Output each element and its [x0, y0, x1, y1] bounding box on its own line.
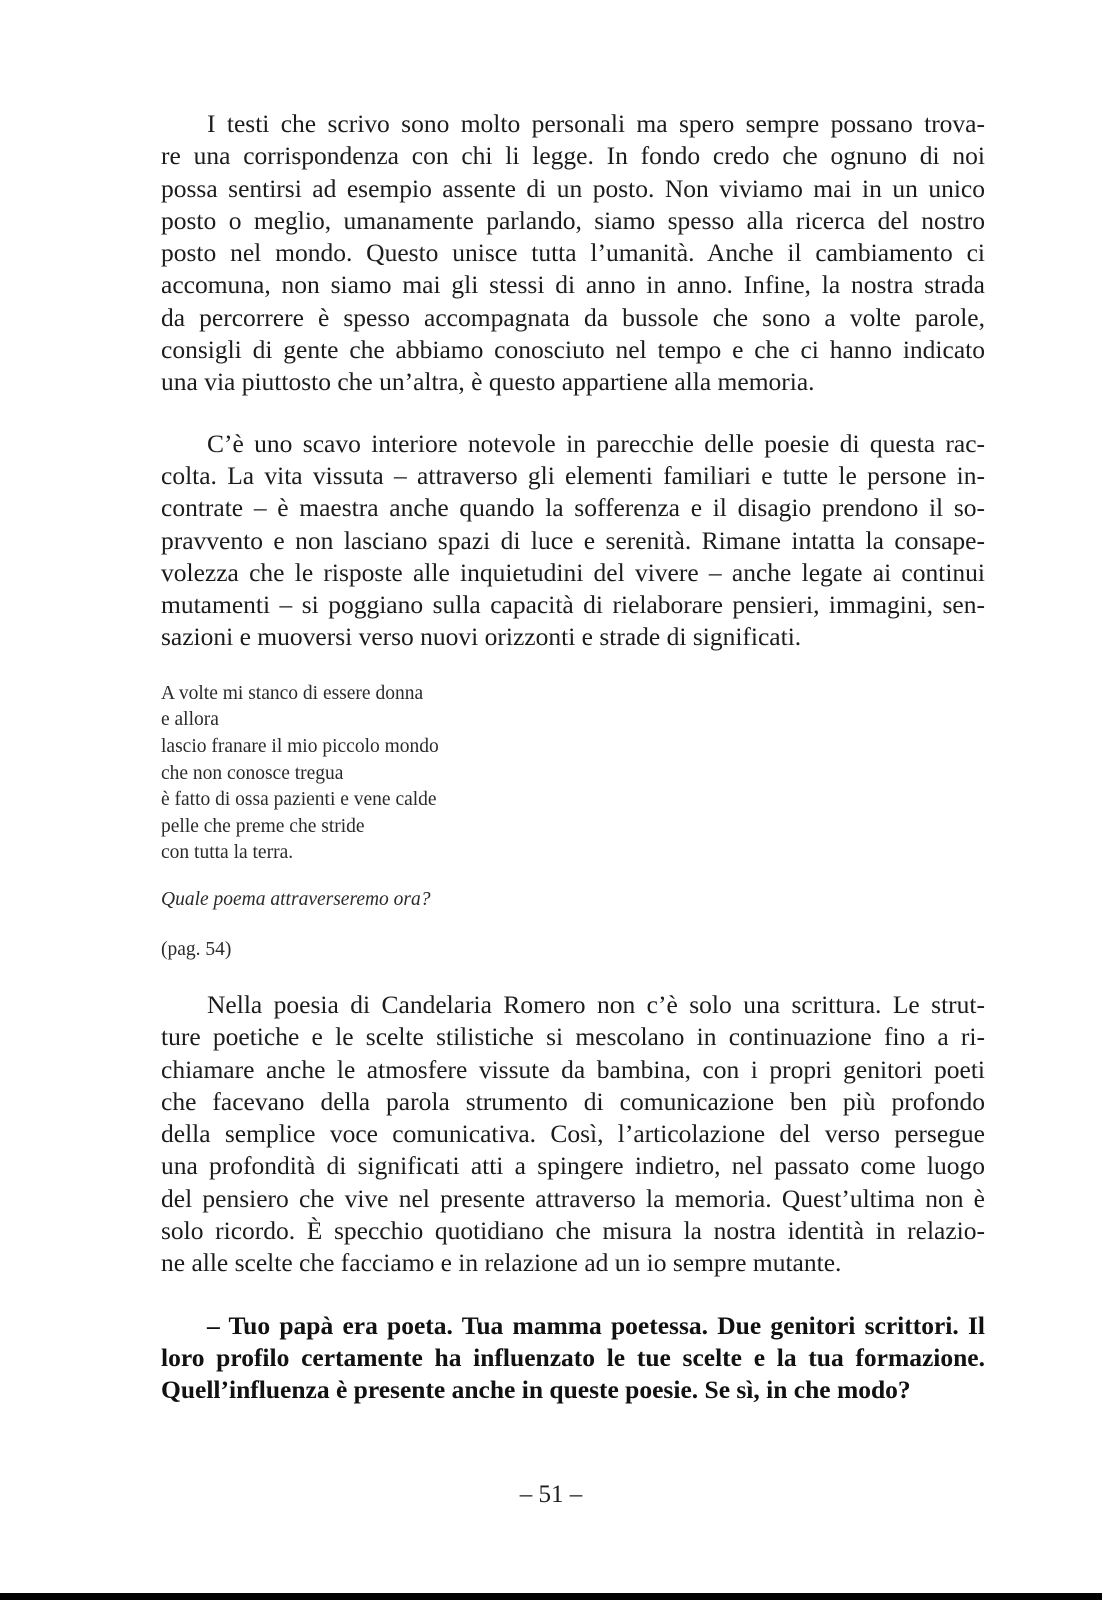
paragraph-line: che facevano della parola strumento di comunicazione ben più profondo [161, 1086, 985, 1116]
page-body [115, 108, 985, 1406]
poem-line: è fatto di ossa pazienti e vene calde [161, 789, 437, 811]
paragraph-line: una profondità di significati atti a spingere indietro, nel passato come luogo [161, 1151, 985, 1181]
question-line: Quell’influenza è presente anche in queste poesie. Se sì, in che modo? [161, 1375, 911, 1405]
paragraph-line: da percorrere è spesso accompagnata da bussole che sono a volte parole, [161, 302, 985, 332]
body-paragraph-3 [115, 989, 985, 1280]
question-line: – Tuo papà era poeta. Tua mamma poetessa. Due genitori scrittori. Il [207, 1310, 985, 1340]
paragraph-line: ture poetiche e le scelte stilistiche si mescolano in continuazione fino a ri- [161, 1022, 985, 1052]
paragraph-line: C’è uno scavo interiore notevole in parecchie delle poesie di questa rac- [207, 428, 985, 458]
paragraph-line: re una corrispondenza con chi li legge. In fondo credo che ognuno di noi [161, 141, 985, 171]
poem-line: e allora [161, 709, 219, 731]
interview-question [115, 1310, 985, 1407]
poem-quote [161, 681, 985, 867]
paragraph-line: della semplice voce comunicativa. Così, l’articolazione del verso persegue [161, 1119, 985, 1149]
poem-line: lascio franare il mio piccolo mondo [161, 735, 439, 757]
paragraph-line: contrate – è maestra anche quando la sofferenza e il disagio prendono il so- [161, 493, 985, 523]
paragraph-line: posto o meglio, umanamente parlando, siamo spesso alla ricerca del nostro [161, 205, 985, 235]
poem-line: con tutta la terra. [161, 842, 294, 864]
paragraph-line: Nella poesia di Candelaria Romero non c’è solo una scrittura. Le strut- [207, 989, 985, 1019]
paragraph-line: sazioni e muoversi verso nuovi orizzonti e strade di significati. [161, 622, 802, 652]
paragraph-line: pravvento e non lasciano spazi di luce e serenità. Rimane intatta la consape- [161, 525, 985, 555]
paragraph-line: I testi che scrivo sono molto personali ma spero sempre possano trova- [207, 109, 985, 138]
page-bottom-border [0, 1593, 1102, 1600]
question-line: loro profilo certamente ha influenzato le tue scelte e la tua formazione. [161, 1342, 985, 1372]
paragraph-line: ne alle scelte che facciamo e in relazione ad un io sempre mutante. [161, 1248, 842, 1278]
paragraph-line: posto nel mondo. Questo unisce tutta l’umanità. Anche il cambiamento ci [161, 238, 985, 268]
paragraph-line: accomuna, non siamo mai gli stessi di anno in anno. Infine, la nostra strada [161, 270, 985, 300]
poem-line: A volte mi stanco di essere donna [161, 682, 424, 704]
poem-closing-question: Quale poema attraverseremo ora? [161, 888, 431, 910]
page-number: – 51 – [519, 1481, 583, 1508]
paragraph-line: solo ricordo. È specchio quotidiano che misura la nostra identità in relazio- [161, 1215, 985, 1245]
body-paragraph-1 [115, 108, 985, 399]
paragraph-line: del pensiero che vive nel presente attraverso la memoria. Quest’ultima non è [161, 1183, 985, 1213]
paragraph-line: consigli di gente che abbiamo conosciuto nel tempo e che ci hanno indicato [161, 335, 985, 365]
paragraph-line: mutamenti – si poggiano sulla capacità di rielaborare pensieri, immagini, sen- [161, 590, 985, 620]
paragraph-line: possa sentirsi ad esempio assente di un posto. Non viviamo mai in un unico [161, 173, 985, 203]
poem-line: che non conosce tregua [161, 762, 344, 784]
poem-page-reference: (pag. 54) [161, 938, 232, 960]
paragraph-line: volezza che le risposte alle inquietudini del vivere – anche legate ai continui [161, 557, 985, 587]
paragraph-line: una via piuttosto che un’altra, è questo appartiene alla memoria. [161, 367, 815, 397]
poem-line: pelle che preme che stride [161, 815, 365, 837]
body-paragraph-2 [115, 428, 985, 654]
paragraph-line: chiamare anche le atmosfere vissute da bambina, con i propri genitori poeti [161, 1054, 985, 1084]
paragraph-line: colta. La vita vissuta – attraverso gli elementi familiari e tutte le persone in- [161, 460, 985, 490]
